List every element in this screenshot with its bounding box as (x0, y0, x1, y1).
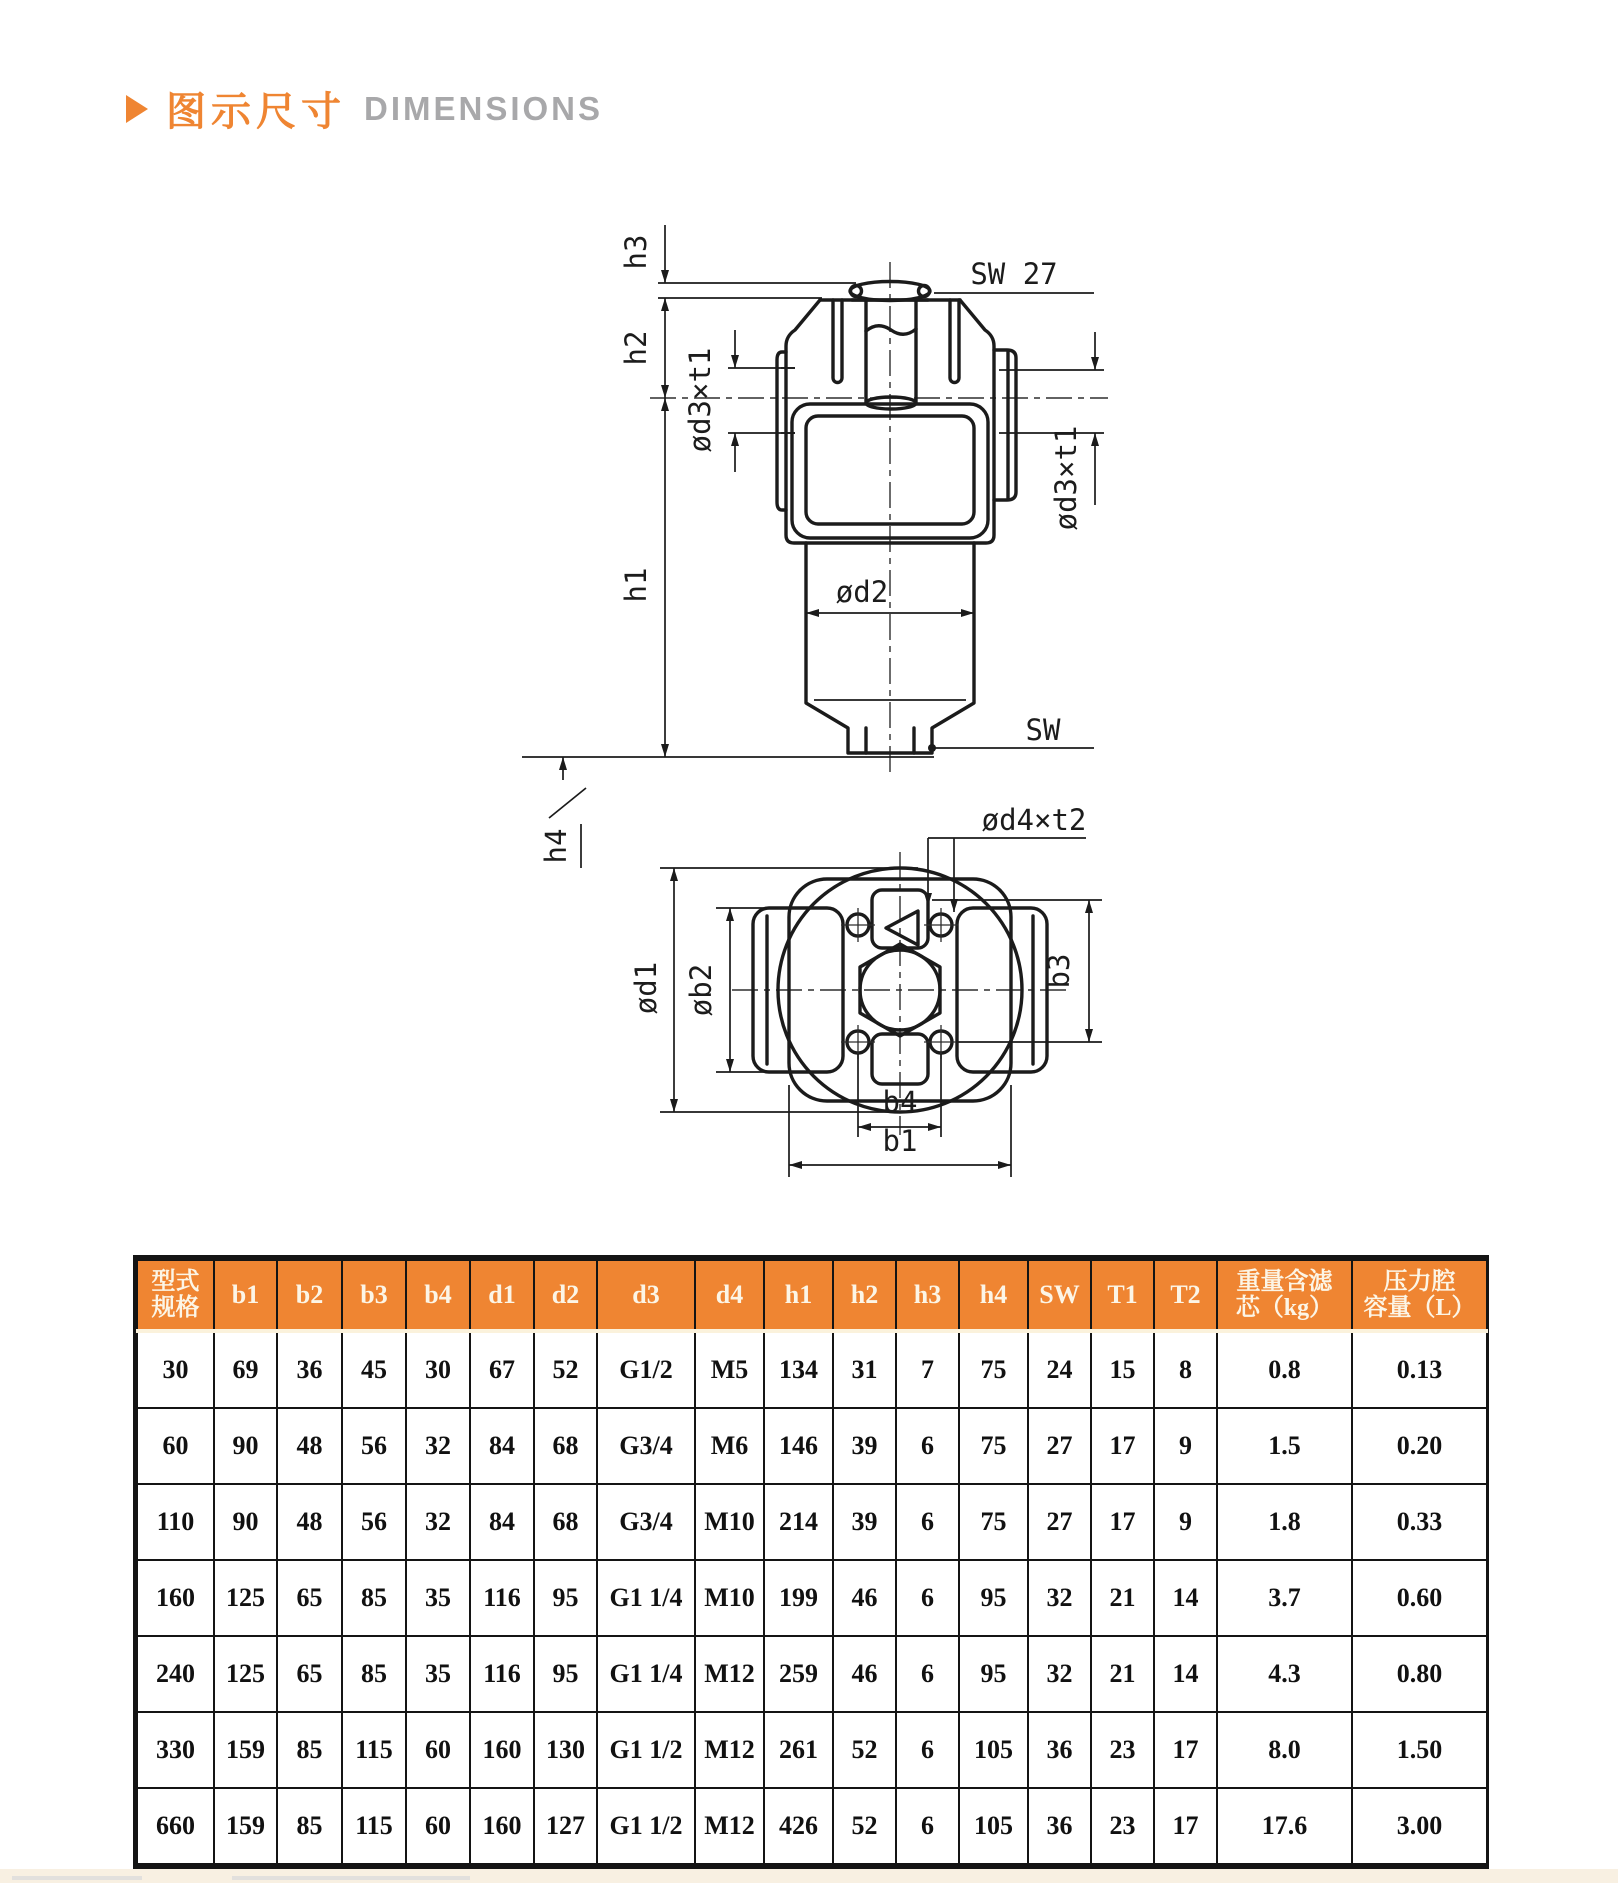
table-cell: 1.50 (1352, 1712, 1487, 1788)
table-cell: 21 (1091, 1560, 1154, 1636)
table-cell: 134 (764, 1331, 833, 1408)
table-cell: 6 (896, 1408, 959, 1484)
table-row-60 (137, 1408, 1487, 1484)
table-cell: 36 (1028, 1788, 1091, 1864)
table-cell: G1 1/2 (597, 1712, 695, 1788)
table-cell: 1.5 (1217, 1408, 1352, 1484)
table-cell: 240 (137, 1636, 214, 1712)
table-cell: 130 (534, 1712, 597, 1788)
table-cell: 125 (214, 1636, 277, 1712)
table-cell: 36 (1028, 1712, 1091, 1788)
table-cell: 17 (1091, 1484, 1154, 1560)
dimensions-table-wrap (133, 1255, 1489, 1871)
table-cell: 14 (1154, 1636, 1217, 1712)
table-cell: 115 (342, 1712, 406, 1788)
table-cell: 65 (277, 1560, 342, 1636)
table-cell: G3/4 (597, 1484, 695, 1560)
table-cell: 67 (470, 1331, 534, 1408)
page-bottom-mark (232, 1876, 470, 1880)
dim-label-od3t1-left: ød3×t1 (683, 347, 717, 453)
table-cell: 52 (833, 1788, 896, 1864)
table-cell: 259 (764, 1636, 833, 1712)
table-cell: 115 (342, 1788, 406, 1864)
section-title (126, 80, 603, 137)
table-cell: 15 (1091, 1331, 1154, 1408)
table-cell: 0.60 (1352, 1560, 1487, 1636)
table-cell: 0.8 (1217, 1331, 1352, 1408)
table-cell: 1.8 (1217, 1484, 1352, 1560)
table-row-160 (137, 1560, 1487, 1636)
dim-label-ob2: øb2 (684, 963, 718, 1017)
table-cell: 30 (137, 1331, 214, 1408)
col-header-b3: b3 (342, 1260, 406, 1331)
col-header-T2: T2 (1154, 1260, 1217, 1331)
table-cell: 159 (214, 1788, 277, 1864)
table-cell: 75 (959, 1331, 1028, 1408)
table-cell: 17.6 (1217, 1788, 1352, 1864)
table-cell: 17 (1091, 1408, 1154, 1484)
table-cell: G3/4 (597, 1408, 695, 1484)
table-cell: 214 (764, 1484, 833, 1560)
table-cell: 105 (959, 1788, 1028, 1864)
table-cell: M12 (695, 1788, 764, 1864)
table-cell: 0.13 (1352, 1331, 1487, 1408)
table-cell: 48 (277, 1408, 342, 1484)
col-header-weight: 重量含滤 芯（kg） (1217, 1260, 1352, 1331)
dim-label-h2: h2 (619, 330, 653, 366)
table-cell: 84 (470, 1408, 534, 1484)
front-center-boss (866, 300, 916, 409)
table-cell: 0.80 (1352, 1636, 1487, 1712)
table-cell: 75 (959, 1484, 1028, 1560)
col-header-h4: h4 (959, 1260, 1028, 1331)
table-row-30 (137, 1331, 1487, 1408)
col-header-d1: d1 (470, 1260, 534, 1331)
table-cell: 69 (214, 1331, 277, 1408)
dim-label-od3t1-right: ød3×t1 (1049, 425, 1083, 531)
col-header-h1: h1 (764, 1260, 833, 1331)
table-cell: 160 (137, 1560, 214, 1636)
table-cell: 95 (534, 1560, 597, 1636)
table-cell: 75 (959, 1408, 1028, 1484)
table-cell: 3.00 (1352, 1788, 1487, 1864)
table-cell: 105 (959, 1712, 1028, 1788)
table-cell: 35 (406, 1560, 470, 1636)
table-cell: 14 (1154, 1560, 1217, 1636)
table-cell: 68 (534, 1408, 597, 1484)
table-cell: 84 (470, 1484, 534, 1560)
table-cell: G1 1/4 (597, 1560, 695, 1636)
table-cell: 116 (470, 1636, 534, 1712)
col-header-b2: b2 (277, 1260, 342, 1331)
table-cell: 0.20 (1352, 1408, 1487, 1484)
col-header-d4: d4 (695, 1260, 764, 1331)
table-cell: 39 (833, 1484, 896, 1560)
dim-h3-h2-h1 (619, 225, 856, 757)
table-cell: 60 (406, 1788, 470, 1864)
table-cell: 85 (277, 1712, 342, 1788)
table-cell: M12 (695, 1636, 764, 1712)
col-header-d3: d3 (597, 1260, 695, 1331)
table-cell: 60 (137, 1408, 214, 1484)
section-title-zh: 图示尺寸 (166, 89, 346, 135)
table-cell: 330 (137, 1712, 214, 1788)
dim-label-od2: ød2 (835, 575, 889, 609)
dim-sw-bottom (928, 713, 1094, 752)
table-cell: 3.7 (1217, 1560, 1352, 1636)
table-cell: 32 (406, 1484, 470, 1560)
table-row-330 (137, 1712, 1487, 1788)
dim-label-h3: h3 (619, 234, 653, 270)
table-cell: M6 (695, 1408, 764, 1484)
table-cell: 660 (137, 1788, 214, 1864)
dim-h4 (539, 757, 586, 868)
table-cell: 32 (406, 1408, 470, 1484)
table-cell: 24 (1028, 1331, 1091, 1408)
table-cell: 426 (764, 1788, 833, 1864)
table-head (137, 1260, 1487, 1331)
table-cell: 65 (277, 1636, 342, 1712)
table-cell: 85 (277, 1788, 342, 1864)
front-head-outline (777, 300, 1016, 543)
front-view-drawing (522, 225, 1108, 868)
table-cell: 7 (896, 1331, 959, 1408)
table-cell: 46 (833, 1636, 896, 1712)
table-cell: 8.0 (1217, 1712, 1352, 1788)
dimensions-table (136, 1259, 1488, 1865)
table-cell: 31 (833, 1331, 896, 1408)
table-cell: 30 (406, 1331, 470, 1408)
table-cell: 9 (1154, 1484, 1217, 1560)
table-cell: 160 (470, 1788, 534, 1864)
table-cell: 36 (277, 1331, 342, 1408)
dim-label-od4t2: ød4×t2 (981, 803, 1087, 837)
table-cell: 52 (833, 1712, 896, 1788)
col-header-b4: b4 (406, 1260, 470, 1331)
table-cell: 95 (959, 1560, 1028, 1636)
table-cell: 46 (833, 1560, 896, 1636)
table-cell: 27 (1028, 1408, 1091, 1484)
table-cell: 56 (342, 1408, 406, 1484)
table-cell: 32 (1028, 1636, 1091, 1712)
col-header-b1: b1 (214, 1260, 277, 1331)
col-header-volume: 压力腔 容量（L） (1352, 1260, 1487, 1331)
table-cell: M5 (695, 1331, 764, 1408)
dim-label-b1: b1 (882, 1124, 918, 1158)
table-cell: 125 (214, 1560, 277, 1636)
table-cell: 90 (214, 1484, 277, 1560)
table-cell: 35 (406, 1636, 470, 1712)
table-cell: 48 (277, 1484, 342, 1560)
table-cell: 17 (1154, 1712, 1217, 1788)
table-cell: 45 (342, 1331, 406, 1408)
table-cell: M12 (695, 1712, 764, 1788)
table-cell: 68 (534, 1484, 597, 1560)
table-cell: 39 (833, 1408, 896, 1484)
front-clamp-slots (833, 300, 959, 383)
table-cell: 60 (406, 1712, 470, 1788)
dim-label-sw-bottom: SW (1025, 713, 1061, 747)
table-cell: 90 (214, 1408, 277, 1484)
filter-dimension-drawing (0, 150, 1618, 1240)
bottom-view-drawing (629, 803, 1102, 1177)
table-row-240 (137, 1636, 1487, 1712)
table-body (137, 1331, 1487, 1864)
table-cell: 6 (896, 1484, 959, 1560)
table-row-660 (137, 1788, 1487, 1864)
col-header-model: 型式 规格 (137, 1260, 214, 1331)
table-cell: 116 (470, 1560, 534, 1636)
table-cell: 6 (896, 1788, 959, 1864)
table-cell: 23 (1091, 1788, 1154, 1864)
table-cell: 23 (1091, 1712, 1154, 1788)
col-header-SW: SW (1028, 1260, 1091, 1331)
table-cell: M10 (695, 1560, 764, 1636)
table-cell: 21 (1091, 1636, 1154, 1712)
dim-label-b4: b4 (882, 1085, 918, 1119)
col-header-T1: T1 (1091, 1260, 1154, 1331)
dim-label-sw27: SW 27 (970, 257, 1058, 291)
table-cell: G1/2 (597, 1331, 695, 1408)
dim-ob2 (684, 908, 778, 1072)
table-cell: 199 (764, 1560, 833, 1636)
table-cell: M10 (695, 1484, 764, 1560)
table-cell: 85 (342, 1560, 406, 1636)
dim-label-od1: ød1 (629, 961, 663, 1015)
table-cell: 56 (342, 1484, 406, 1560)
table-cell: 9 (1154, 1408, 1217, 1484)
dim-sw27 (934, 257, 1094, 293)
table-cell: G1 1/4 (597, 1636, 695, 1712)
table-cell: 27 (1028, 1484, 1091, 1560)
table-cell: 0.33 (1352, 1484, 1487, 1560)
table-cell: 52 (534, 1331, 597, 1408)
table-cell: 32 (1028, 1560, 1091, 1636)
table-cell: 17 (1154, 1788, 1217, 1864)
table-cell: 85 (342, 1636, 406, 1712)
table-cell: 127 (534, 1788, 597, 1864)
triangle-right-icon (126, 95, 148, 123)
table-cell: 6 (896, 1712, 959, 1788)
dim-label-h1: h1 (619, 567, 653, 603)
table-cell: 261 (764, 1712, 833, 1788)
table-cell: 160 (470, 1712, 534, 1788)
dim-label-b3: b3 (1042, 953, 1076, 989)
table-cell: 8 (1154, 1331, 1217, 1408)
table-cell: 95 (534, 1636, 597, 1712)
col-header-h2: h2 (833, 1260, 896, 1331)
col-header-d2: d2 (534, 1260, 597, 1331)
table-header-row (137, 1260, 1487, 1331)
table-cell: 95 (959, 1636, 1028, 1712)
table-cell: 6 (896, 1560, 959, 1636)
table-row-110 (137, 1484, 1487, 1560)
table-cell: 159 (214, 1712, 277, 1788)
dim-od3t1-right (1016, 332, 1104, 530)
page-bottom-mark (12, 1876, 142, 1880)
table-cell: 4.3 (1217, 1636, 1352, 1712)
table-cell: 110 (137, 1484, 214, 1560)
table-cell: 6 (896, 1636, 959, 1712)
col-header-h3: h3 (896, 1260, 959, 1331)
table-cell: 146 (764, 1408, 833, 1484)
dim-label-h4: h4 (539, 828, 573, 864)
section-title-en: DIMENSIONS (364, 89, 604, 127)
table-cell: G1 1/2 (597, 1788, 695, 1864)
